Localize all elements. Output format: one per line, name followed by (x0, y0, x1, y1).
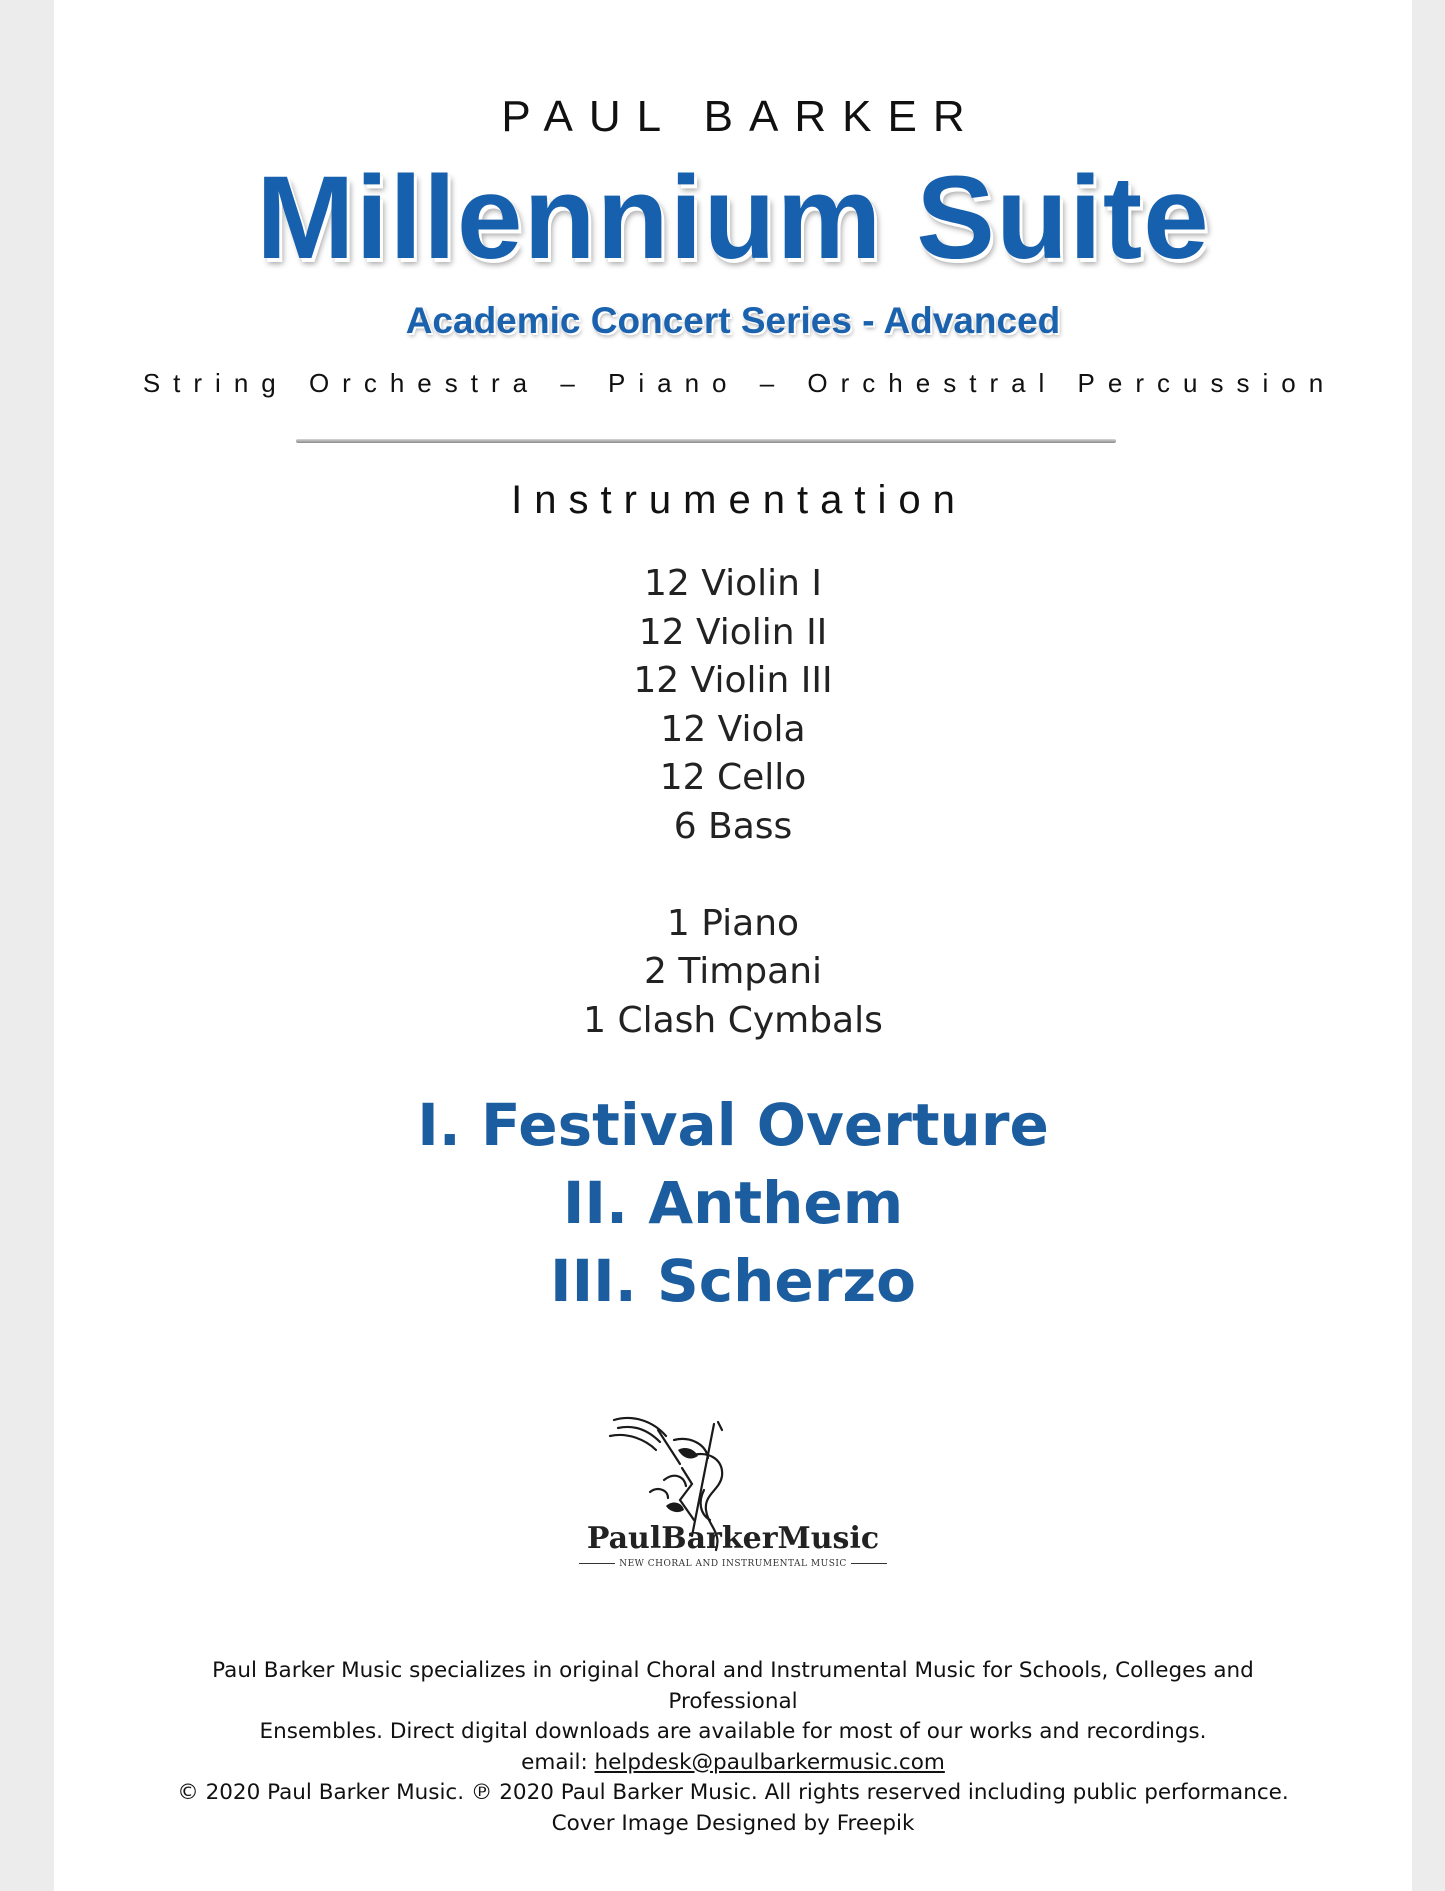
list-item: 1 Clash Cymbals (583, 999, 883, 1041)
logo-tagline-text: NEW CHORAL AND INSTRUMENTAL MUSIC (619, 1559, 847, 1569)
list-item: 12 Violin III (633, 660, 833, 702)
email-label: email: (521, 1749, 588, 1775)
list-item: 1 Piano (666, 902, 800, 944)
work-title: Millennium Suite (256, 152, 1210, 284)
email-link[interactable]: helpdesk@paulbarkermusic.com (594, 1749, 945, 1775)
instrumentation-heading: Instrumentation (511, 478, 967, 522)
list-item: 2 Timpani (643, 951, 823, 993)
movement-list (54, 1086, 1412, 1320)
footer-email-line (154, 1748, 1312, 1779)
footer-line: Ensembles. Direct digital downloads are available for most of our works and recordings. (259, 1719, 1207, 1744)
footer-line: Paul Barker Music specializes in original Choral and Instrumental Music for Schools, Colleges and Professional (212, 1658, 1254, 1714)
logo-tagline (54, 1559, 1412, 1569)
scoring-line: String Orchestra – Piano – Orchestral Percussion (142, 368, 1337, 398)
list-item: 6 Bass (673, 805, 793, 847)
list-item: 12 Violin II (638, 611, 828, 653)
composer-name: PAUL BARKER (501, 92, 981, 141)
score-cover-page (54, 0, 1412, 1891)
list-item: 12 Violin I (644, 563, 822, 604)
list-item: 12 Viola (660, 708, 806, 750)
list-spacer (54, 852, 1412, 900)
copyright-line: © 2020 Paul Barker Music. ℗ 2020 Paul Barker Music. All rights reserved including public performance. (177, 1780, 1289, 1805)
movement-title: III. Scherzo (550, 1247, 916, 1315)
movement-title: I. Festival Overture (417, 1091, 1049, 1159)
credit-line: Cover Image Designed by Freepik (551, 1810, 915, 1836)
divider (296, 439, 1116, 443)
logo-wordmark: PaulBarkerMusic (586, 1521, 880, 1556)
series-subtitle: Academic Concert Series - Advanced (405, 300, 1061, 341)
movement-title: II. Anthem (562, 1169, 904, 1237)
footer-text (154, 1656, 1312, 1839)
instrumentation-list (54, 560, 1412, 1045)
list-item: 12 Cello (659, 757, 807, 799)
